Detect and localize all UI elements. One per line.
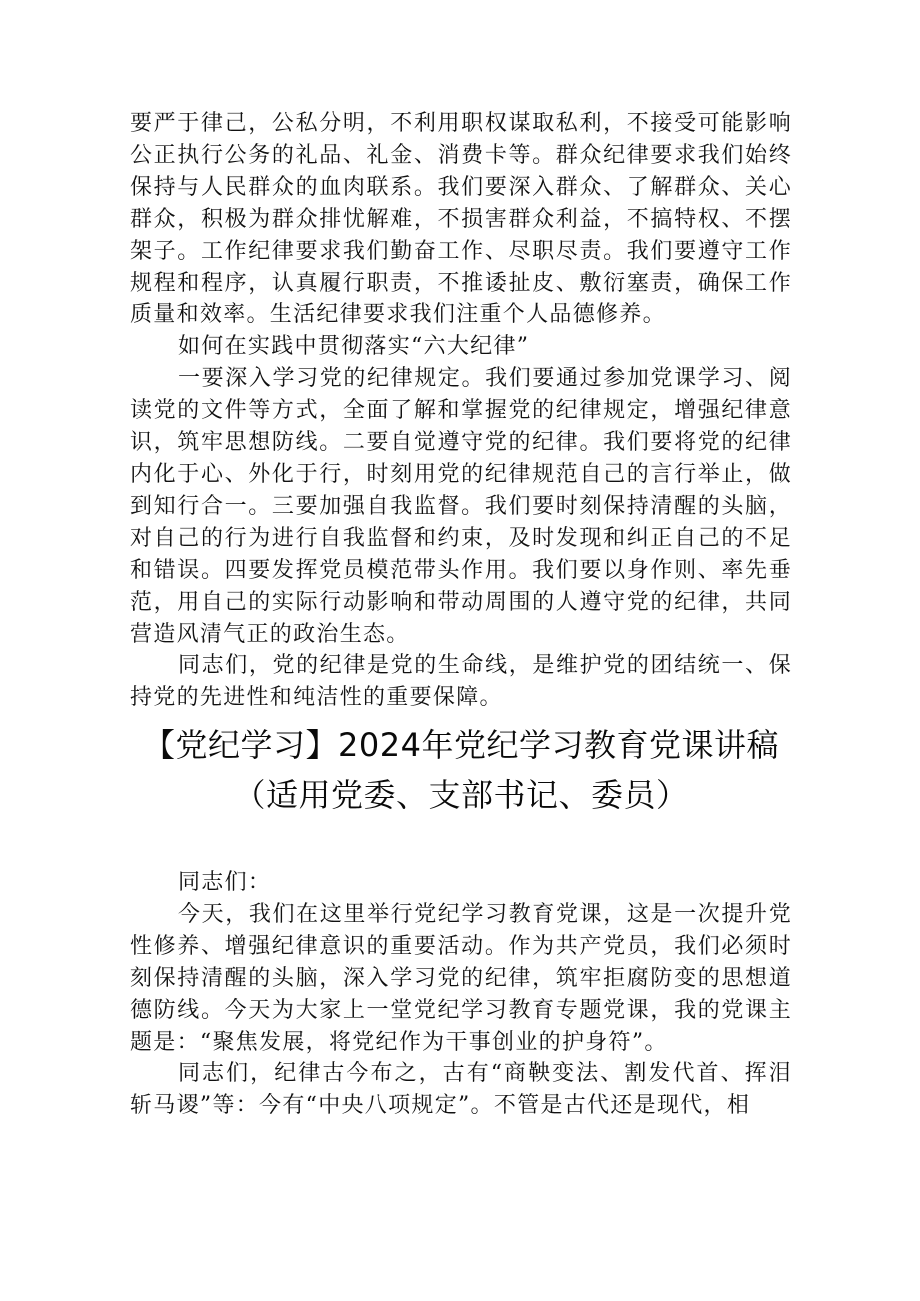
document-title: 【党纪学习】2024年党纪学习教育党课讲稿（适用党委、支部书记、委员） [143,726,779,814]
body-section-top [130,108,792,714]
paragraph: 一要深入学习党的纪律规定。我们要通过参加党课学习、阅读党的文件等方式，全面了解和掌握党的纪律规定，增强纪律意识，筑牢思想防线。二要自觉遵守党的纪律。我们要将党的纪律内化于心、外化于行，时刻用党的纪律规范自己的言行举止，做到知行合一。三要加强自我监督。我们要时刻保持清醒的头脑，对自己的行为进行自我监督和约束，及时发现和纠正自己的不足和错误。四要发挥党员模范带头作用。我们要以身作则、率先垂范，用自己的实际行动影响和带动周围的人遵守党的纪律，共同营造风清气正的政治生态。 [130,366,792,647]
salutation: 同志们： [178,870,272,895]
paragraph: 要严于律己，公私分明，不利用职权谋取私利，不接受可能影响公正执行公务的礼品、礼金、消费卡等。群众纪律要求我们始终保持与人民群众的血肉联系。我们要深入群众、了解群众、关心群众，积极为群众排忧解难，不损害群众利益，不搞特权、不摆架子。工作纪律要求我们勤奋工作、尽职尽责。我们要遵守工作规程和程序，认真履行职责，不推诿扯皮、敷衍塞责，确保工作质量和效率。生活纪律要求我们注重个人品德修养。 [130,111,792,328]
body-section-bottom [130,867,792,1122]
paragraph: 同志们，党的纪律是党的生命线，是维护党的团结统一、保持党的先进性和纯洁性的重要保障。 [130,653,792,711]
paragraph: 今天，我们在这里举行党纪学习教育党课，这是一次提升党性修养、增强纪律意识的重要活动。作为共产党员，我们必须时刻保持清醒的头脑，深入学习党的纪律，筑牢拒腐防变的思想道德防线。今天为大家上一堂党纪学习教育专题党课，我的党课主题是：“聚焦发展，将党纪作为干事创业的护身符”。 [130,901,792,1055]
section-heading: 如何在实践中贯彻落实“六大纪律” [178,334,530,360]
paragraph: 同志们，纪律古今布之，古有“商鞅变法、割发代首、挥泪斩马谡”等：今有“中央八项规定”。不管是古代还是现代，相 [130,1061,792,1119]
